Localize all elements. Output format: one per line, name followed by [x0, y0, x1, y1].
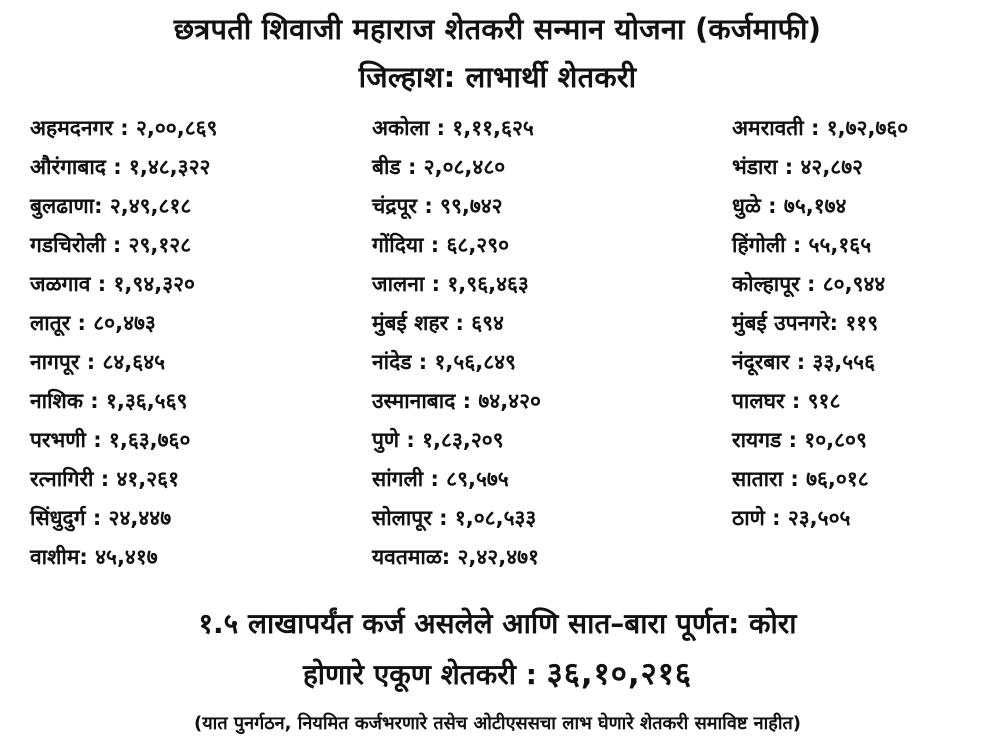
page-subtitle: जिल्हाश: लाभार्थी शेतकरी [358, 60, 637, 94]
district-entry: नंदूरबार : ३३,५५६ [732, 350, 876, 374]
district-entry: कोल्हापूर : ८०,९४४ [732, 272, 886, 296]
district-entry: धुळे : ७५,१७४ [732, 194, 847, 218]
footnote: (यात पुनर्गठन, नियमित कर्जभरणारे तसेच ओटीएससचा लाभ घेणारे शेतकरी समाविष्ट नाहीत) [194, 713, 801, 734]
list-row [0, 190, 995, 229]
district-entry: अकोला : १,११,६२५ [372, 116, 534, 140]
district-entry: गोंदिया : ६८,२९० [372, 233, 510, 257]
district-entry: उस्मानाबाद : ७४,४२० [372, 389, 541, 413]
list-row [0, 151, 995, 190]
district-entry: नाशिक : १,३६,५६९ [30, 389, 188, 413]
list-row [0, 268, 995, 307]
list-row [0, 463, 995, 502]
list-row [0, 307, 995, 346]
district-beneficiary-list [0, 112, 995, 580]
district-entry: सांगली : ८९,५७५ [372, 467, 509, 491]
district-entry: परभणी : १,६३,७६० [30, 428, 191, 452]
district-entry: अहमदनगर : २,००,८६९ [30, 116, 218, 140]
list-row [0, 346, 995, 385]
district-entry: नांदेड : १,५६,८४९ [372, 350, 516, 374]
district-entry: पुणे : १,८३,२०९ [372, 428, 504, 452]
district-entry: अमरावती : १,७२,७६० [732, 116, 909, 140]
page-title: छत्रपती शिवाजी महाराज शेतकरी सन्मान योजना (कर्जमाफी) [173, 12, 822, 46]
district-entry: हिंगोली : ५५,१६५ [732, 233, 872, 257]
district-entry: बीड : २,०८,४८० [372, 155, 506, 179]
summary-total [0, 655, 995, 694]
district-entry: औरंगाबाद : १,४८,३२२ [30, 155, 211, 179]
district-entry: नागपूर : ८४,६४५ [30, 350, 166, 374]
list-row [0, 424, 995, 463]
list-row [0, 112, 995, 151]
summary-total-value: ३६,१०,२१६ [546, 656, 693, 692]
district-entry: वाशीम: ४५,४१७ [30, 545, 158, 569]
district-entry: बुलढाणा: २,४९,८१८ [30, 194, 192, 218]
district-entry: भंडारा : ४२,८७२ [732, 155, 864, 179]
district-entry: चंद्रपूर : ९९,७४२ [372, 194, 503, 218]
list-row [0, 229, 995, 268]
district-entry: ठाणे : २३,५०५ [732, 506, 851, 530]
district-entry: जालना : १,९६,४६३ [372, 272, 529, 296]
list-row [0, 502, 995, 541]
district-entry: यवतमाळ: २,४२,४७१ [372, 545, 539, 569]
list-row [0, 385, 995, 424]
district-entry: जळगाव : १,९४,३२० [30, 272, 195, 296]
summary-line: १.५ लाखापर्यंत कर्ज असलेले आणि सात–बारा पूर्णत: कोरा [198, 607, 797, 640]
district-entry: सातारा : ७६,०१८ [732, 467, 869, 491]
district-entry: रत्नागिरी : ४१,२६१ [30, 467, 180, 491]
district-entry: सिंधुदुर्ग : २४,४४७ [30, 506, 172, 530]
district-entry: गडचिरोली : २९,१२८ [30, 233, 192, 257]
district-entry: मुंबई शहर : ६९४ [372, 311, 504, 335]
district-entry: लातूर : ८०,४७३ [30, 311, 156, 335]
district-entry: सोलापूर : १,०८,५३३ [372, 506, 537, 530]
district-entry: पालघर : ९१८ [732, 389, 841, 413]
summary-total-label: होणारे एकूण शेतकरी : [302, 658, 547, 691]
district-entry: मुंबई उपनगरे: ११९ [732, 311, 879, 335]
district-entry: रायगड : १०,८०९ [732, 428, 867, 452]
list-row [0, 541, 995, 580]
